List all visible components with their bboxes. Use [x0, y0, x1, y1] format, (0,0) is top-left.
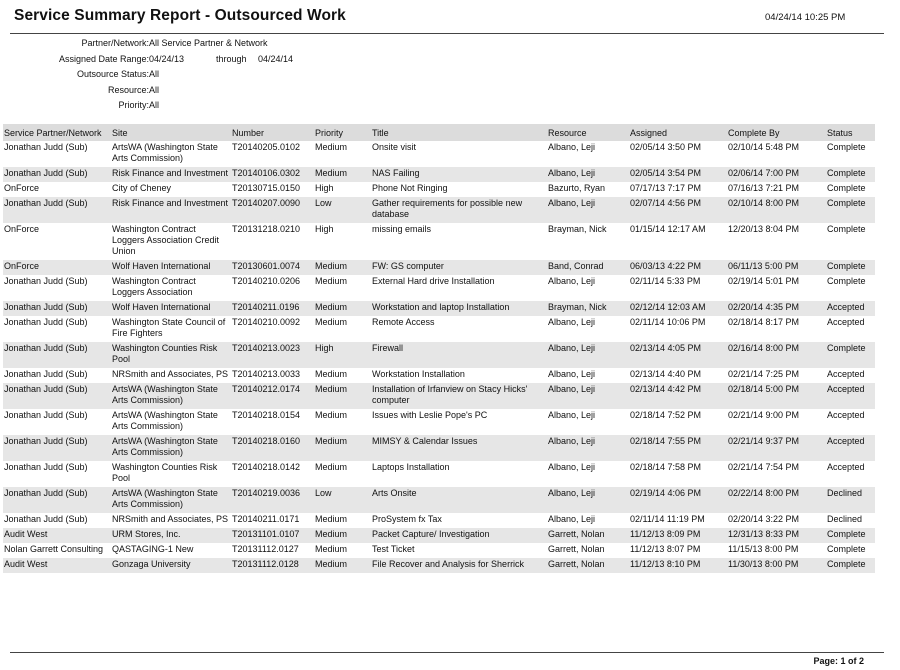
cell-status: Accepted [826, 435, 875, 461]
cell-status: Complete [826, 197, 875, 223]
cell-partner: Jonathan Judd (Sub) [4, 317, 88, 327]
cell-assigned: 11/12/13 8:07 PM [630, 544, 701, 554]
cell-site: URM Stores, Inc. [111, 528, 231, 543]
cell-complete-by: 02/19/14 5:01 PM [728, 276, 800, 286]
cell-assigned: 02/11/14 10:06 PM [630, 317, 706, 327]
cell-status: Complete [827, 142, 866, 152]
table-row [3, 435, 875, 461]
param-date-range [0, 54, 420, 70]
param-partner [0, 38, 420, 54]
cell-complete-by: 12/31/13 8:33 PM [727, 528, 826, 543]
param-resource-label: Resource: [107, 84, 149, 95]
cell-title: FW: GS computer [371, 260, 547, 275]
cell-site: Wolf Haven International [111, 301, 231, 316]
cell-status: Accepted [826, 383, 875, 409]
cell-complete-by: 02/21/14 9:37 PM [727, 435, 826, 461]
cell-resource: Albano, Leji [548, 514, 596, 524]
page-number: Page: 1 of 2 [813, 656, 864, 666]
cell-resource: Brayman, Nick [547, 301, 629, 316]
cell-partner: Jonathan Judd (Sub) [4, 410, 88, 420]
column-header-partner: Service Partner/Network [3, 124, 111, 141]
column-header-complete-by: Complete By [727, 124, 826, 141]
cell-partner: OnForce [4, 183, 40, 193]
cell-assigned: 02/05/14 3:50 PM [630, 142, 702, 152]
cell-number: T20131218.0210 [232, 224, 301, 234]
cell-priority: Medium [315, 317, 348, 327]
cell-number: T20140210.0206 [232, 276, 301, 286]
cell-assigned: 11/12/13 8:09 PM [629, 528, 727, 543]
cell-number: T20140207.0090 [231, 197, 314, 223]
cell-number: T20140218.0142 [232, 462, 301, 472]
cell-priority: Medium [314, 301, 371, 316]
cell-partner: Audit West [3, 528, 111, 543]
column-header-status: Status [826, 124, 875, 141]
table-row [3, 342, 875, 368]
cell-title: Firewall [371, 342, 547, 368]
cell-complete-by: 02/21/14 9:00 PM [728, 410, 800, 420]
cell-title: External Hard drive Installation [372, 276, 495, 286]
cell-resource: Garrett, Nolan [547, 528, 629, 543]
column-header-number: Number [231, 124, 314, 141]
cell-site: City of Cheney [112, 183, 172, 193]
cell-complete-by: 02/18/14 8:17 PM [728, 317, 800, 327]
cell-site: Risk Finance and Investment [111, 167, 231, 182]
cell-partner: Jonathan Judd (Sub) [4, 142, 88, 152]
cell-complete-by: 02/18/14 5:00 PM [727, 383, 826, 409]
cell-status: Complete [827, 183, 866, 193]
cell-site: QASTAGING-1 New [112, 544, 194, 554]
cell-priority: Medium [315, 276, 348, 286]
column-header-priority: Priority [314, 124, 371, 141]
cell-priority: Medium [314, 167, 371, 182]
cell-number: T20130715.0150 [232, 183, 301, 193]
cell-number: T20140218.0160 [231, 435, 314, 461]
cell-assigned: 02/18/14 7:58 PM [630, 462, 702, 472]
cell-partner: Jonathan Judd (Sub) [4, 369, 88, 379]
cell-assigned: 11/12/13 8:10 PM [629, 558, 727, 573]
table-body [3, 141, 875, 573]
cell-partner: Audit West [3, 558, 111, 573]
report-timestamp: 04/24/14 10:25 PM [765, 12, 846, 23]
cell-status: Accepted [827, 410, 865, 420]
cell-status: Accepted [827, 462, 865, 472]
report-parameters [0, 38, 420, 116]
cell-site: ArtsWA (Washington State Arts Commission) [111, 435, 231, 461]
cell-assigned: 07/17/13 7:17 PM [630, 183, 702, 193]
cell-number: T20140205.0102 [232, 142, 301, 152]
cell-priority: Low [314, 197, 371, 223]
service-summary-table [3, 124, 875, 573]
param-priority [0, 100, 420, 116]
cell-number: T20140211.0171 [232, 514, 300, 524]
cell-assigned: 02/12/14 12:03 AM [629, 301, 727, 316]
cell-title: ProSystem fx Tax [372, 514, 442, 524]
cell-priority: Medium [315, 410, 348, 420]
cell-number: T20140211.0196 [231, 301, 314, 316]
table-row [3, 223, 875, 260]
cell-assigned: 02/18/14 7:55 PM [629, 435, 727, 461]
cell-resource: Albano, Leji [547, 197, 629, 223]
table-row [3, 260, 875, 275]
column-header-site: Site [111, 124, 231, 141]
cell-site: ArtsWA (Washington State Arts Commission) [112, 410, 218, 431]
cell-status: Complete [826, 342, 875, 368]
column-header-assigned: Assigned [629, 124, 727, 141]
cell-priority: Medium [314, 558, 371, 573]
cell-priority: Medium [315, 514, 348, 524]
cell-priority: Medium [315, 462, 348, 472]
cell-assigned: 06/03/13 4:22 PM [629, 260, 727, 275]
table-header-row [3, 124, 875, 141]
cell-partner: Jonathan Judd (Sub) [4, 462, 88, 472]
table-row [3, 182, 875, 197]
cell-priority: Medium [314, 260, 371, 275]
table-row [3, 461, 875, 487]
cell-resource: Albano, Leji [547, 435, 629, 461]
param-priority-value: All [149, 100, 160, 110]
cell-status: Accepted [826, 301, 875, 316]
cell-status: Complete [826, 558, 875, 573]
cell-title: Gather requirements for possible new database [371, 197, 547, 223]
table-row [3, 197, 875, 223]
cell-site: Risk Finance and Investment [111, 197, 231, 223]
cell-resource: Albano, Leji [548, 317, 596, 327]
cell-number: T20140218.0154 [232, 410, 301, 420]
cell-title: Remote Access [372, 317, 435, 327]
cell-title: missing emails [372, 224, 432, 234]
cell-partner: Jonathan Judd (Sub) [3, 487, 111, 513]
param-partner-value: All Service Partner & Network [149, 38, 268, 48]
cell-assigned: 02/07/14 4:56 PM [629, 197, 727, 223]
cell-complete-by: 02/10/14 5:48 PM [728, 142, 800, 152]
cell-title: MIMSY & Calendar Issues [371, 435, 547, 461]
table-row [3, 558, 875, 573]
cell-priority: Medium [314, 528, 371, 543]
cell-complete-by: 02/22/14 8:00 PM [727, 487, 826, 513]
cell-complete-by: 02/06/14 7:00 PM [727, 167, 826, 182]
cell-site: Washington State Council of Fire Fighters [112, 317, 226, 338]
cell-priority: Medium [314, 435, 371, 461]
cell-complete-by: 11/30/13 8:00 PM [727, 558, 826, 573]
param-partner-label: Partner/Network: [81, 38, 149, 48]
table-row [3, 409, 875, 435]
cell-partner: Jonathan Judd (Sub) [3, 301, 111, 316]
cell-assigned: 01/15/14 12:17 AM [630, 224, 706, 234]
cell-resource: Bazurto, Ryan [548, 183, 606, 193]
cell-assigned: 02/13/14 4:05 PM [629, 342, 727, 368]
cell-status: Complete [827, 544, 866, 554]
cell-partner: Jonathan Judd (Sub) [3, 197, 111, 223]
cell-resource: Albano, Leji [548, 462, 596, 472]
cell-title: Onsite visit [372, 142, 417, 152]
cell-number: T20140219.0036 [231, 487, 314, 513]
table-row [3, 543, 875, 558]
cell-title: Phone Not Ringing [372, 183, 448, 193]
cell-complete-by: 07/16/13 7:21 PM [728, 183, 800, 193]
cell-title: NAS Failing [371, 167, 547, 182]
cell-priority: High [315, 224, 334, 234]
cell-site: Washington Contract Loggers Association Credit Union [112, 224, 220, 256]
param-status-label: Outsource Status: [76, 69, 149, 79]
cell-site: ArtsWA (Washington State Arts Commission) [111, 383, 231, 409]
table-row [3, 528, 875, 543]
cell-number: T20140213.0033 [232, 369, 301, 379]
cell-site: Gonzaga University [111, 558, 231, 573]
cell-resource: Band, Conrad [547, 260, 629, 275]
cell-complete-by: 02/20/14 4:35 PM [727, 301, 826, 316]
cell-partner: Jonathan Judd (Sub) [3, 167, 111, 182]
cell-partner: Nolan Garrett Consulting [4, 544, 104, 554]
cell-resource: Albano, Leji [548, 369, 596, 379]
cell-number: T20140106.0302 [231, 167, 314, 182]
cell-site: NRSmith and Associates, PS [112, 369, 229, 379]
cell-priority: Medium [315, 544, 348, 554]
cell-resource: Albano, Leji [547, 167, 629, 182]
cell-site: ArtsWA (Washington State Arts Commission) [111, 487, 231, 513]
cell-site: Washington Counties Risk Pool [112, 462, 218, 483]
cell-status: Complete [826, 528, 875, 543]
cell-assigned: 02/11/14 5:33 PM [630, 276, 701, 286]
cell-complete-by: 11/15/13 8:00 PM [728, 544, 799, 554]
param-date-to: 04/24/14 [258, 53, 294, 64]
cell-number: T20140212.0174 [231, 383, 314, 409]
param-date-label: Assigned Date Range: [58, 53, 149, 64]
cell-partner: OnForce [3, 260, 111, 275]
header-divider [10, 33, 884, 34]
table-row [3, 487, 875, 513]
cell-site: Wolf Haven International [111, 260, 231, 275]
param-date-from: 04/24/13 [149, 53, 185, 64]
cell-number: T20140213.0023 [231, 342, 314, 368]
cell-status: Declined [827, 514, 863, 524]
cell-status: Complete [826, 167, 875, 182]
cell-title: Arts Onsite [371, 487, 547, 513]
cell-status: Complete [827, 276, 866, 286]
cell-resource: Albano, Leji [548, 142, 596, 152]
report-title: Service Summary Report - Outsourced Work [14, 7, 346, 24]
cell-complete-by: 02/21/14 7:54 PM [728, 462, 800, 472]
cell-assigned: 02/13/14 4:42 PM [629, 383, 727, 409]
cell-priority: Medium [314, 383, 371, 409]
cell-complete-by: 02/21/14 7:25 PM [728, 369, 800, 379]
param-resource [0, 85, 420, 101]
cell-number: T20140210.0092 [232, 317, 301, 327]
cell-complete-by: 06/11/13 5:00 PM [727, 260, 826, 275]
cell-resource: Albano, Leji [548, 410, 596, 420]
cell-title: Installation of Irfanview on Stacy Hicks' computer [371, 383, 547, 409]
cell-number: T20131101.0107 [231, 528, 314, 543]
table-row [3, 301, 875, 316]
cell-title: File Recover and Analysis for Sherrick [371, 558, 547, 573]
cell-assigned: 02/19/14 4:06 PM [629, 487, 727, 513]
cell-status: Accepted [827, 369, 865, 379]
cell-resource: Garrett, Nolan [547, 558, 629, 573]
table-row [3, 368, 875, 383]
cell-partner: Jonathan Judd (Sub) [3, 342, 111, 368]
cell-priority: Medium [315, 142, 348, 152]
cell-status: Accepted [827, 317, 865, 327]
cell-title: Laptops Installation [372, 462, 450, 472]
cell-resource: Brayman, Nick [548, 224, 607, 234]
cell-site: NRSmith and Associates, PS [112, 514, 229, 524]
cell-priority: High [315, 183, 334, 193]
param-priority-label: Priority: [118, 100, 149, 110]
cell-assigned: 02/05/14 3:54 PM [629, 167, 727, 182]
param-resource-value: All [149, 84, 160, 95]
table-row [3, 141, 875, 167]
column-header-resource: Resource [547, 124, 629, 141]
param-status-value: All [149, 69, 160, 79]
cell-title: Test Ticket [372, 544, 415, 554]
cell-resource: Garrett, Nolan [548, 544, 605, 554]
cell-site: Washington Contract Loggers Association [112, 276, 196, 297]
cell-title: Workstation and laptop Installation [371, 301, 547, 316]
param-status [0, 69, 420, 85]
cell-assigned: 02/11/14 11:19 PM [630, 514, 705, 524]
cell-status: Complete [826, 260, 875, 275]
cell-title: Issues with Leslie Pope's PC [372, 410, 488, 420]
param-through-label: through [216, 53, 247, 64]
cell-status: Complete [827, 224, 866, 234]
table-row [3, 513, 875, 528]
cell-priority: Low [314, 487, 371, 513]
cell-partner: OnForce [4, 224, 40, 234]
table-row [3, 316, 875, 342]
cell-resource: Albano, Leji [547, 342, 629, 368]
cell-partner: Jonathan Judd (Sub) [3, 435, 111, 461]
cell-complete-by: 12/20/13 8:04 PM [728, 224, 800, 234]
cell-resource: Albano, Leji [547, 487, 629, 513]
cell-number: T20130601.0074 [231, 260, 314, 275]
column-header-title: Title [371, 124, 547, 141]
table-row [3, 383, 875, 409]
cell-partner: Jonathan Judd (Sub) [4, 276, 88, 286]
cell-resource: Albano, Leji [548, 276, 596, 286]
cell-number: T20131112.0128 [231, 558, 314, 573]
cell-complete-by: 02/16/14 8:00 PM [727, 342, 826, 368]
cell-assigned: 02/13/14 4:40 PM [630, 369, 702, 379]
cell-title: Packet Capture/ Investigation [371, 528, 547, 543]
cell-title: Workstation Installation [372, 369, 465, 379]
cell-assigned: 02/18/14 7:52 PM [630, 410, 702, 420]
cell-priority: High [314, 342, 371, 368]
cell-partner: Jonathan Judd (Sub) [4, 514, 88, 524]
cell-complete-by: 02/20/14 3:22 PM [728, 514, 800, 524]
cell-partner: Jonathan Judd (Sub) [3, 383, 111, 409]
cell-number: T20131112.0127 [232, 544, 299, 554]
cell-status: Declined [826, 487, 875, 513]
table-row [3, 275, 875, 301]
cell-resource: Albano, Leji [547, 383, 629, 409]
cell-priority: Medium [315, 369, 348, 379]
cell-site: ArtsWA (Washington State Arts Commission) [112, 142, 218, 163]
cell-complete-by: 02/10/14 8:00 PM [727, 197, 826, 223]
footer-divider [10, 652, 884, 653]
cell-site: Washington Counties Risk Pool [111, 342, 231, 368]
table-row [3, 167, 875, 182]
